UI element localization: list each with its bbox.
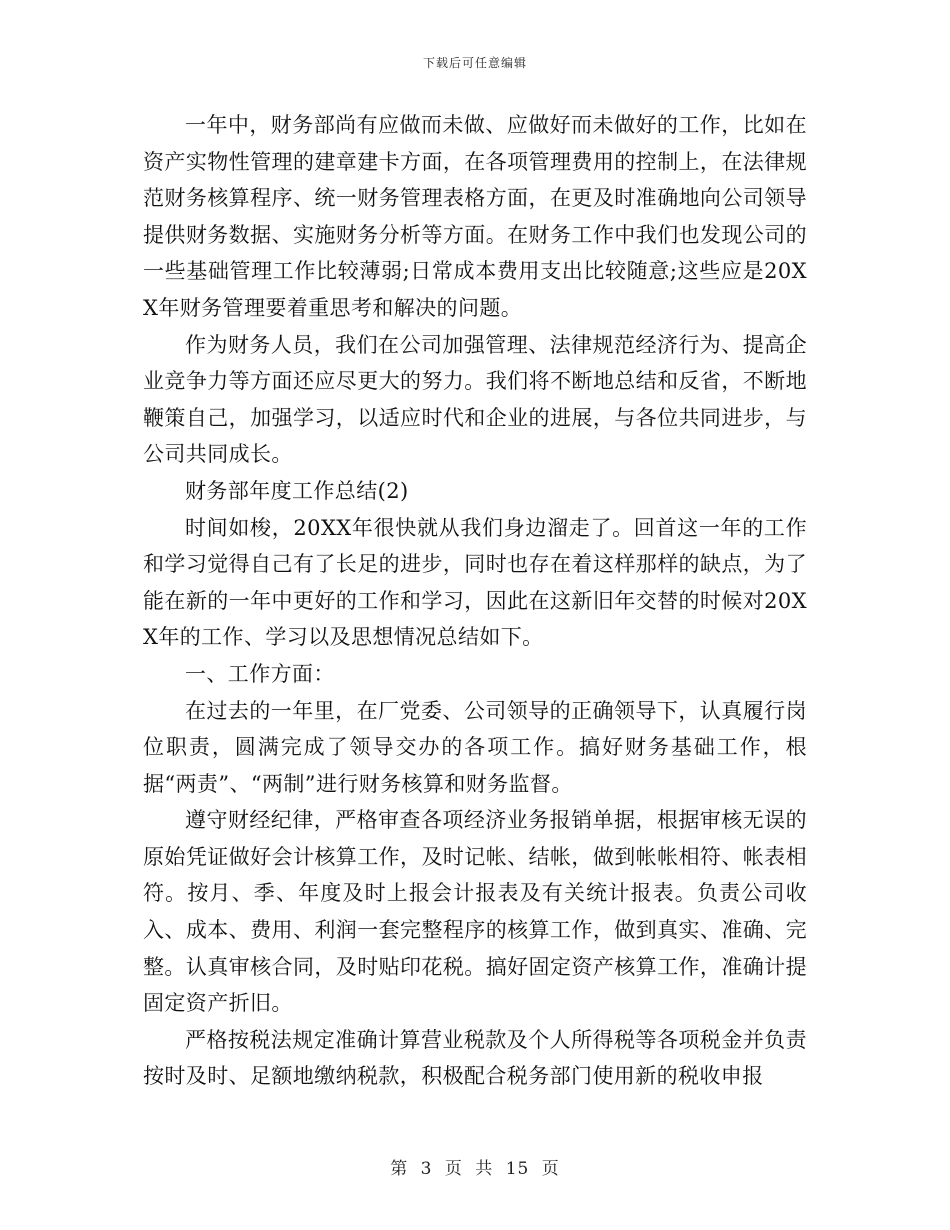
page-header: 下载后可任意编辑: [422, 56, 527, 70]
paragraph-summary-shortcomings: 一年中，财务部尚有应做而未做、应做好而未做好的工作，比如在资产实物性管理的建章建卡方面，在各项管理费用的控制上，在法律规范财务核算程序、统一财务管理表格方面，在更及时准确地向公司领导提供财务数据、实施财务分析等方面。在财务工作中我们也发现公司的一些基础管理工作比较薄弱;日常成本费用支出比较随意;这些应是20XX年财务管理要着重思考和解决的问题。: [143, 113, 807, 320]
paragraph-accounting: 遵守财经纪律，严格审查各项经济业务报销单据，根据审核无误的原始凭证做好会计核算工作，及时记帐、结帐，做到帐帐相符、帐表相符。按月、季、年度及时上报会计报表及有关统计报表。负责公司收入、成本、费用、利润一套完整程序的核算工作，做到真实、准确、完整。认真审核合同，及时贴印花税。搞好固定资产核算工作，准确计提固定资产折旧。: [143, 808, 807, 1016]
subsection-heading: 一、工作方面：: [185, 661, 335, 686]
paragraph-introduction: 时间如梭，20XX年很快就从我们身边溜走了。回首这一年的工作和学习觉得自己有了长足的进步，同时也存在着这样那样的缺点，为了能在新的一年中更好的工作和学习，因此在这新旧年交替的时候对20XX年的工作、学习以及思想情况总结如下。: [143, 515, 807, 650]
section-title: 财务部年度工作总结(2): [185, 478, 409, 503]
paragraph-taxes: 严格按税法规定准确计算营业税款及个人所得税等各项税金并负责按时及时、足额地缴纳税款，积极配合税务部门使用新的税收申报: [143, 1027, 807, 1089]
paragraph-commitment: 作为财务人员，我们在公司加强管理、法律规范经济行为、提高企业竞争力等方面还应尽更大的努力。我们将不断地总结和反省，不断地鞭策自己，加强学习，以适应时代和企业的进展，与各位共同进步，与公司共同成长。: [143, 332, 807, 467]
page-number-footer: 第 3 页 共 15 页: [390, 1159, 560, 1179]
document-body: [143, 107, 807, 1095]
paragraph-duties: 在过去的一年里，在厂党委、公司领导的正确领导下，认真履行岗位职责，圆满完成了领导交办的各项工作。搞好财务基础工作，根据“两责”、“两制”进行财务核算和财务监督。: [143, 698, 807, 796]
